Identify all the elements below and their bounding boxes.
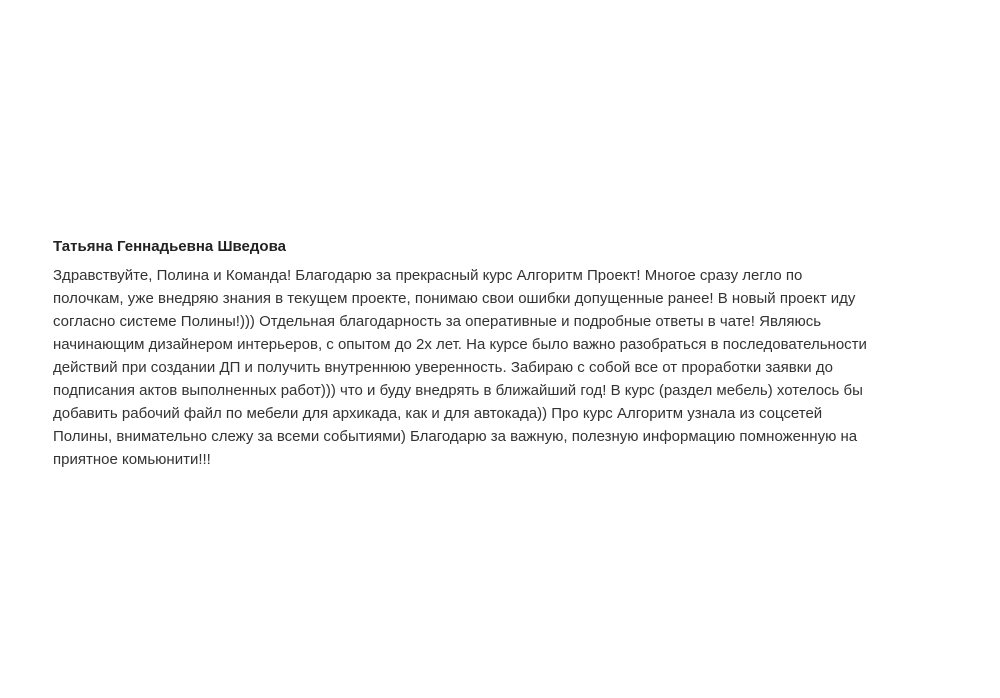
review-card (53, 236, 983, 471)
review-text-line: Полины, внимательно слежу за всеми событиями) Благодарю за важную, полезную информацию помноженную на (53, 428, 858, 445)
review-author-name: Татьяна Геннадьевна Шведова (53, 238, 286, 255)
review-text-line: действий при создании ДП и получить внутреннюю уверенность. Забираю с собой все от проработки заявки до (53, 359, 833, 376)
review-text-line: Здравствуйте, Полина и Команда! Благодарю за прекрасный курс Алгоритм Проект! Многое сразу легло по (53, 267, 803, 284)
review-text-line: подписания актов выполненных работ))) что и буду внедрять в ближайший год! В курс (раздел мебель) хотелось бы (53, 382, 863, 399)
review-text (53, 264, 983, 471)
review-text-line: полочкам, уже внедряю знания в текущем проекте, понимаю свои ошибки допущенные ранее! В новый проект иду (53, 290, 856, 307)
review-text-line: согласно системе Полины!))) Отдельная благодарность за оперативные и подробные ответы в чате! Являюсь (53, 313, 822, 330)
review-text-line: добавить рабочий файл по мебели для архикада, как и для автокада)) Про курс Алгоритм узнала из соцсетей (53, 405, 823, 422)
review-text-line: начинающим дизайнером интерьеров, с опытом до 2х лет. На курсе было важно разобраться в последовательности (53, 336, 867, 353)
review-text-line: приятное комьюнити!!! (53, 451, 211, 468)
